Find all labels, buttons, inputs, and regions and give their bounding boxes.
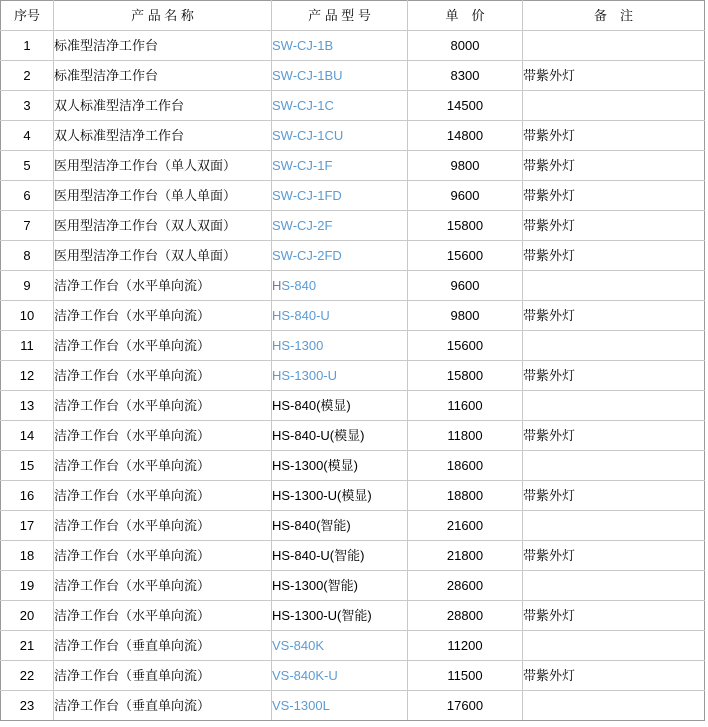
cell-note [523, 451, 705, 481]
cell-index: 11 [1, 331, 54, 361]
cell-model [272, 631, 408, 661]
cell-index: 14 [1, 421, 54, 451]
cell-index: 4 [1, 121, 54, 151]
table-row [1, 631, 705, 661]
cell-model [272, 571, 408, 601]
cell-price: 15600 [408, 331, 523, 361]
table-row [1, 151, 705, 181]
model-link[interactable]: SW-CJ-2FD [272, 248, 342, 263]
header-row [1, 1, 705, 31]
cell-model [272, 601, 408, 631]
cell-index: 9 [1, 271, 54, 301]
cell-name: 洁净工作台（水平单向流） [54, 571, 272, 601]
model-text: HS-840(模显) [272, 398, 351, 413]
cell-note: 带紫外灯 [523, 121, 705, 151]
model-link[interactable]: HS-1300-U [272, 368, 338, 383]
cell-model [272, 241, 408, 271]
model-text: HS-840(智能) [272, 518, 351, 533]
cell-note: 带紫外灯 [523, 361, 705, 391]
cell-index: 21 [1, 631, 54, 661]
cell-name: 医用型洁净工作台（单人单面） [54, 181, 272, 211]
cell-model [272, 691, 408, 721]
model-text: HS-840-U(模显) [272, 428, 365, 443]
cell-index: 19 [1, 571, 54, 601]
cell-name: 双人标准型洁净工作台 [54, 91, 272, 121]
cell-note: 带紫外灯 [523, 421, 705, 451]
cell-price: 11200 [408, 631, 523, 661]
cell-note [523, 511, 705, 541]
cell-note: 带紫外灯 [523, 541, 705, 571]
model-link[interactable]: H [272, 278, 282, 293]
cell-index: 3 [1, 91, 54, 121]
table-row [1, 211, 705, 241]
col-header-model: 产 品 型 号 [272, 1, 408, 31]
cell-index: 8 [1, 241, 54, 271]
table-row [1, 181, 705, 211]
cell-price: 11500 [408, 661, 523, 691]
model-link[interactable]: HS-840-U [272, 308, 330, 323]
cell-note: 带紫外灯 [523, 61, 705, 91]
cell-index: 6 [1, 181, 54, 211]
table-row [1, 421, 705, 451]
cell-price: 9600 [408, 271, 523, 301]
cell-note: 带紫外灯 [523, 601, 705, 631]
table-row [1, 541, 705, 571]
cell-model [272, 481, 408, 511]
cell-model [272, 211, 408, 241]
table-row [1, 481, 705, 511]
cell-index: 2 [1, 61, 54, 91]
model-link[interactable]: SW-CJ-1C [272, 98, 334, 113]
cell-price: 18600 [408, 451, 523, 481]
cell-note [523, 271, 705, 301]
cell-price: 21600 [408, 511, 523, 541]
cell-note: 带紫外灯 [523, 151, 705, 181]
table-row [1, 331, 705, 361]
cell-model [272, 91, 408, 121]
cell-name: 洁净工作台（水平单向流） [54, 301, 272, 331]
cell-note [523, 391, 705, 421]
table-body [1, 31, 705, 721]
cell-name: 洁净工作台（水平单向流） [54, 361, 272, 391]
cell-index: 16 [1, 481, 54, 511]
cell-name: 双人标准型洁净工作台 [54, 121, 272, 151]
cell-note: 带紫外灯 [523, 211, 705, 241]
model-text: HS-840-U(智能) [272, 548, 365, 563]
cell-price: 8000 [408, 31, 523, 61]
cell-index: 5 [1, 151, 54, 181]
col-header-note: 备 注 [523, 1, 705, 31]
cell-name: 洁净工作台（水平单向流） [54, 541, 272, 571]
table-row [1, 601, 705, 631]
cell-model [272, 301, 408, 331]
cell-name: 医用型洁净工作台（双人单面） [54, 241, 272, 271]
table-row [1, 121, 705, 151]
table-header [1, 1, 705, 31]
cell-note: 带紫外灯 [523, 301, 705, 331]
cell-note [523, 571, 705, 601]
model-text: HS-1300-U(智能) [272, 608, 372, 623]
cell-price: 11800 [408, 421, 523, 451]
cell-model [272, 121, 408, 151]
cell-price: 28600 [408, 571, 523, 601]
cell-model [272, 511, 408, 541]
cell-note [523, 631, 705, 661]
cell-price: 14500 [408, 91, 523, 121]
model-link[interactable]: VS-840K [272, 638, 325, 653]
cell-note [523, 91, 705, 121]
cell-model [272, 661, 408, 691]
cell-note: 带紫外灯 [523, 181, 705, 211]
cell-price: 15600 [408, 241, 523, 271]
cell-price: 11600 [408, 391, 523, 421]
cell-note [523, 31, 705, 61]
model-link[interactable]: VS-840K-U [272, 668, 338, 683]
col-header-price: 单 价 [408, 1, 523, 31]
cell-index: 18 [1, 541, 54, 571]
cell-price: 17600 [408, 691, 523, 721]
cell-name: 洁净工作台（水平单向流） [54, 601, 272, 631]
cell-model [272, 331, 408, 361]
model-link[interactable]: SW-CJ-1FD [272, 188, 342, 203]
table-row [1, 571, 705, 601]
cell-name: 标准型洁净工作台 [54, 61, 272, 91]
cell-price: 15800 [408, 361, 523, 391]
cell-index: 13 [1, 391, 54, 421]
cell-index: 1 [1, 31, 54, 61]
cell-note [523, 331, 705, 361]
cell-name: 洁净工作台（水平单向流） [54, 391, 272, 421]
model-link[interactable]: VS-1300L [272, 698, 330, 713]
cell-name: 洁净工作台（垂直单向流） [54, 691, 272, 721]
cell-index: 12 [1, 361, 54, 391]
table-row [1, 361, 705, 391]
cell-note: 带紫外灯 [523, 661, 705, 691]
model-link[interactable]: SW-CJ-1F [272, 158, 333, 173]
cell-index: 15 [1, 451, 54, 481]
cell-model [272, 271, 408, 301]
cell-price: 9800 [408, 151, 523, 181]
cell-index: 20 [1, 601, 54, 631]
model-text: HS-1300(模显) [272, 458, 358, 473]
cell-price: 21800 [408, 541, 523, 571]
table-row [1, 391, 705, 421]
model-link[interactable]: SW-CJ-1BU [272, 68, 343, 83]
cell-price: 18800 [408, 481, 523, 511]
table-row [1, 511, 705, 541]
cell-name: 洁净工作台（水平单向流） [54, 481, 272, 511]
cell-model [272, 541, 408, 571]
cell-price: 15800 [408, 211, 523, 241]
model-link[interactable]: SW-CJ-1CU [272, 128, 344, 143]
cell-name: 洁净工作台（水平单向流） [54, 271, 272, 301]
model-text: HS-1300(智能) [272, 578, 358, 593]
cell-price: 28800 [408, 601, 523, 631]
cell-note: 带紫外灯 [523, 241, 705, 271]
cell-name: 洁净工作台（水平单向流） [54, 511, 272, 541]
cell-name: 医用型洁净工作台（单人双面） [54, 151, 272, 181]
cell-name: 洁净工作台（水平单向流） [54, 451, 272, 481]
cell-model [272, 151, 408, 181]
table-row [1, 301, 705, 331]
cell-model [272, 391, 408, 421]
col-header-name: 产 品 名 称 [54, 1, 272, 31]
cell-note: 带紫外灯 [523, 481, 705, 511]
model-text: HS-1300-U(模显) [272, 488, 372, 503]
table-row [1, 691, 705, 721]
cell-price: 9800 [408, 301, 523, 331]
cell-name: 洁净工作台（水平单向流） [54, 331, 272, 361]
cell-model [272, 451, 408, 481]
cell-model [272, 61, 408, 91]
cell-price: 8300 [408, 61, 523, 91]
cell-model [272, 361, 408, 391]
cell-index: 22 [1, 661, 54, 691]
cell-model [272, 181, 408, 211]
cell-model [272, 421, 408, 451]
table-row [1, 661, 705, 691]
table-row [1, 31, 705, 61]
table-row [1, 451, 705, 481]
cell-price: 14800 [408, 121, 523, 151]
cell-name: 洁净工作台（水平单向流） [54, 421, 272, 451]
table-row [1, 91, 705, 121]
cell-name: 医用型洁净工作台（双人双面） [54, 211, 272, 241]
cell-index: 7 [1, 211, 54, 241]
model-link[interactable]: SW-CJ-1B [272, 38, 334, 53]
cell-name: 标准型洁净工作台 [54, 31, 272, 61]
model-link[interactable]: SW-CJ-2F [272, 218, 333, 233]
cell-name: 洁净工作台（垂直单向流） [54, 631, 272, 661]
table-row [1, 61, 705, 91]
cell-index: 17 [1, 511, 54, 541]
col-header-index: 序号 [1, 1, 54, 31]
cell-price: 9600 [408, 181, 523, 211]
cell-index: 23 [1, 691, 54, 721]
cell-model [272, 31, 408, 61]
table-row [1, 271, 705, 301]
table-row [1, 241, 705, 271]
cell-note [523, 691, 705, 721]
model-link[interactable]: HS-1300 [272, 338, 324, 353]
cell-name: 洁净工作台（垂直单向流） [54, 661, 272, 691]
model-link[interactable]: S-840 [281, 278, 317, 293]
cell-index: 10 [1, 301, 54, 331]
